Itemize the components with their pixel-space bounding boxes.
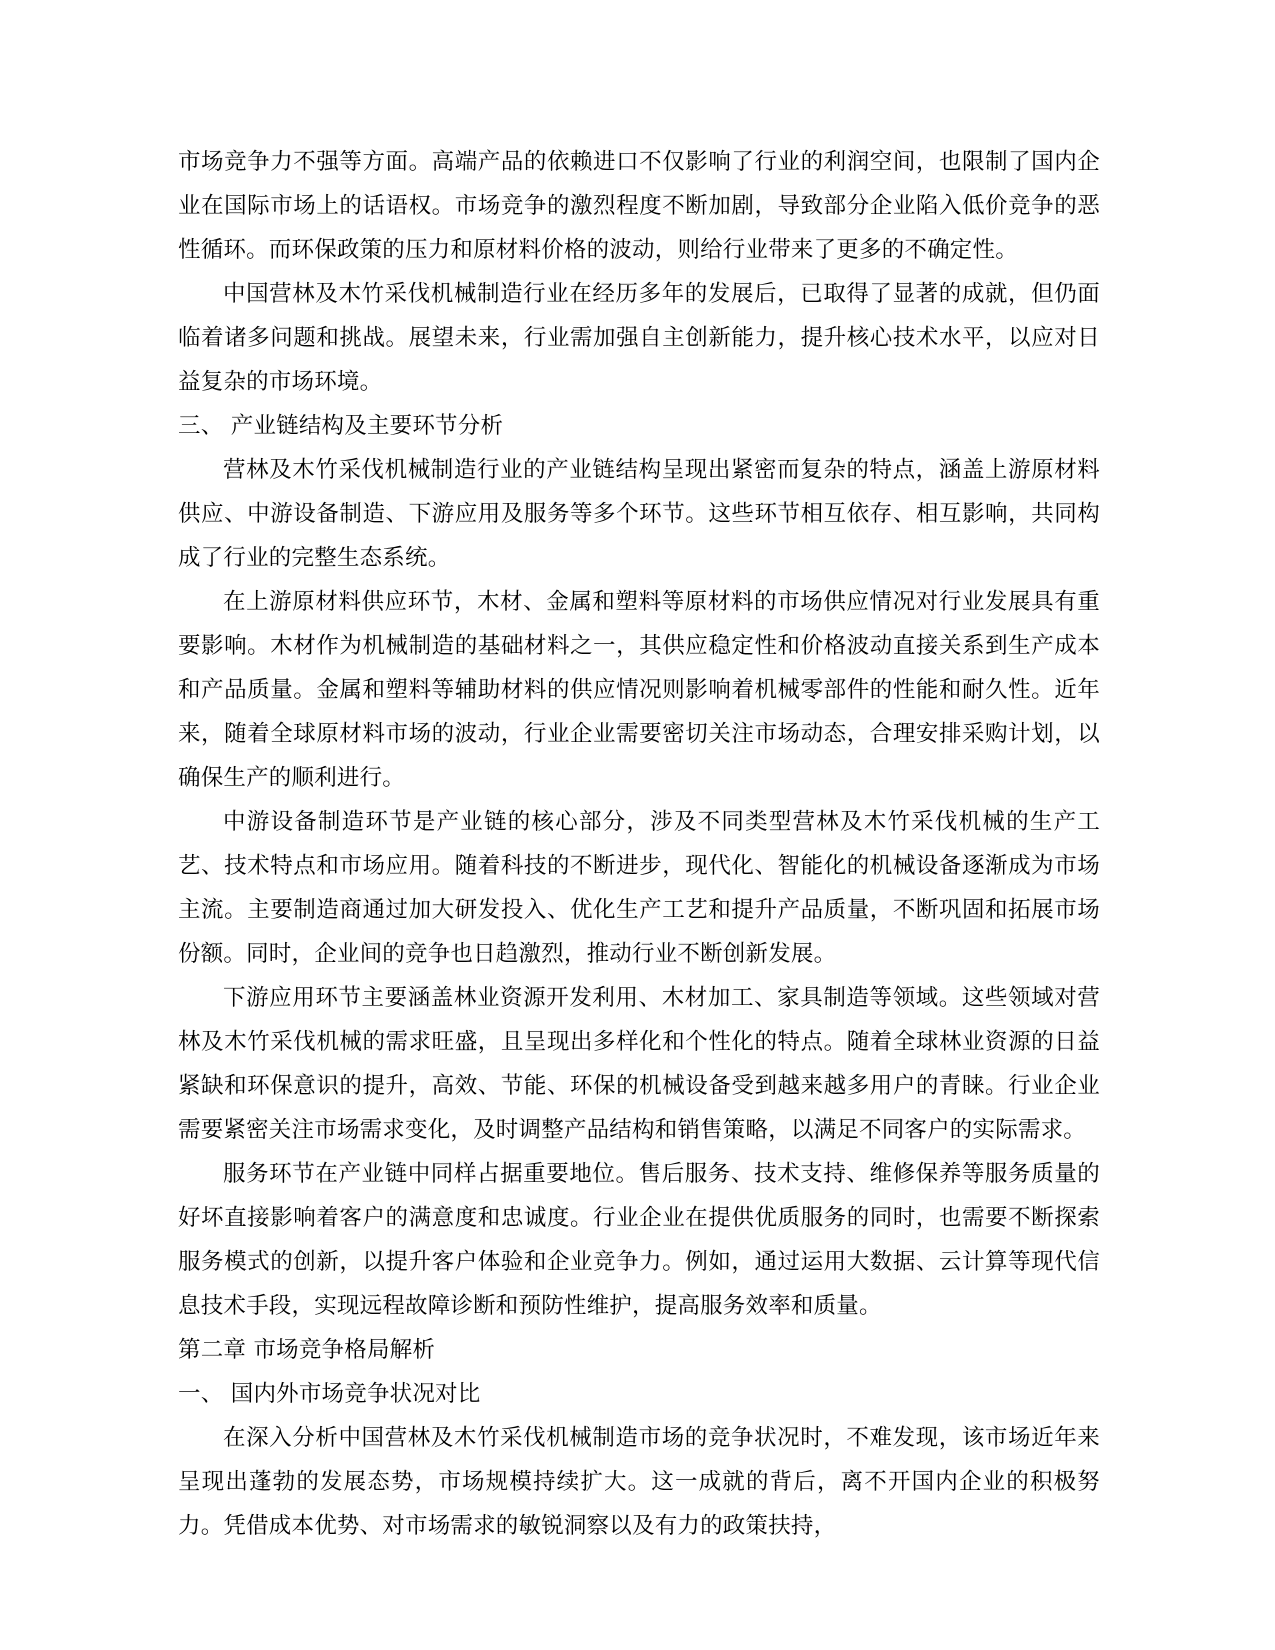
paragraph: 在深入分析中国营林及木竹采伐机械制造市场的竞争状况时，不难发现，该市场近年来呈现出蓬勃的发展态势，市场规模持续扩大。这一成就的背后，离不开国内企业的积极努力。凭借成本优势、对市场需求的敏锐洞察以及有力的政策扶持，: [178, 1425, 1100, 1539]
section-heading-3: 三、 产业链结构及主要环节分析: [178, 413, 504, 439]
paragraph: 营林及木竹采伐机械制造行业的产业链结构呈现出紧密而复杂的特点，涵盖上游原材料供应、中游设备制造、下游应用及服务等多个环节。这些环节相互依存、相互影响，共同构成了行业的完整生态系统。: [178, 457, 1100, 571]
chapter-heading-2: 第二章 市场竞争格局解析: [178, 1337, 436, 1363]
paragraph: 中国营林及木竹采伐机械制造行业在经历多年的发展后，已取得了显著的成就，但仍面临着诸多问题和挑战。展望未来，行业需加强自主创新能力，提升核心技术水平，以应对日益复杂的市场环境。: [178, 281, 1100, 395]
paragraph: 下游应用环节主要涵盖林业资源开发利用、木材加工、家具制造等领域。这些领域对营林及木竹采伐机械的需求旺盛，且呈现出多样化和个性化的特点。随着全球林业资源的日益紧缺和环保意识的提升，高效、节能、环保的机械设备受到越来越多用户的青睐。行业企业需要紧密关注市场需求变化，及时调整产品结构和销售策略，以满足不同客户的实际需求。: [178, 985, 1100, 1143]
paragraph-continued: 市场竞争力不强等方面。高端产品的依赖进口不仅影响了行业的利润空间，也限制了国内企业在国际市场上的话语权。市场竞争的激烈程度不断加剧，导致部分企业陷入低价竞争的恶性循环。而环保政策的压力和原材料价格的波动，则给行业带来了更多的不确定性。: [178, 149, 1100, 263]
document-body: [178, 140, 1100, 1548]
section-heading-1: 一、 国内外市场竞争状况对比: [178, 1381, 481, 1407]
paragraph: 在上游原材料供应环节，木材、金属和塑料等原材料的市场供应情况对行业发展具有重要影响。木材作为机械制造的基础材料之一，其供应稳定性和价格波动直接关系到生产成本和产品质量。金属和塑料等辅助材料的供应情况则影响着机械零部件的性能和耐久性。近年来，随着全球原材料市场的波动，行业企业需要密切关注市场动态，合理安排采购计划，以确保生产的顺利进行。: [178, 589, 1100, 791]
paragraph: 服务环节在产业链中同样占据重要地位。售后服务、技术支持、维修保养等服务质量的好坏直接影响着客户的满意度和忠诚度。行业企业在提供优质服务的同时，也需要不断探索服务模式的创新，以提升客户体验和企业竞争力。例如，通过运用大数据、云计算等现代信息技术手段，实现远程故障诊断和预防性维护，提高服务效率和质量。: [178, 1161, 1100, 1319]
paragraph: 中游设备制造环节是产业链的核心部分，涉及不同类型营林及木竹采伐机械的生产工艺、技术特点和市场应用。随着科技的不断进步，现代化、智能化的机械设备逐渐成为市场主流。主要制造商通过加大研发投入、优化生产工艺和提升产品质量，不断巩固和拓展市场份额。同时，企业间的竞争也日趋激烈，推动行业不断创新发展。: [178, 809, 1100, 967]
